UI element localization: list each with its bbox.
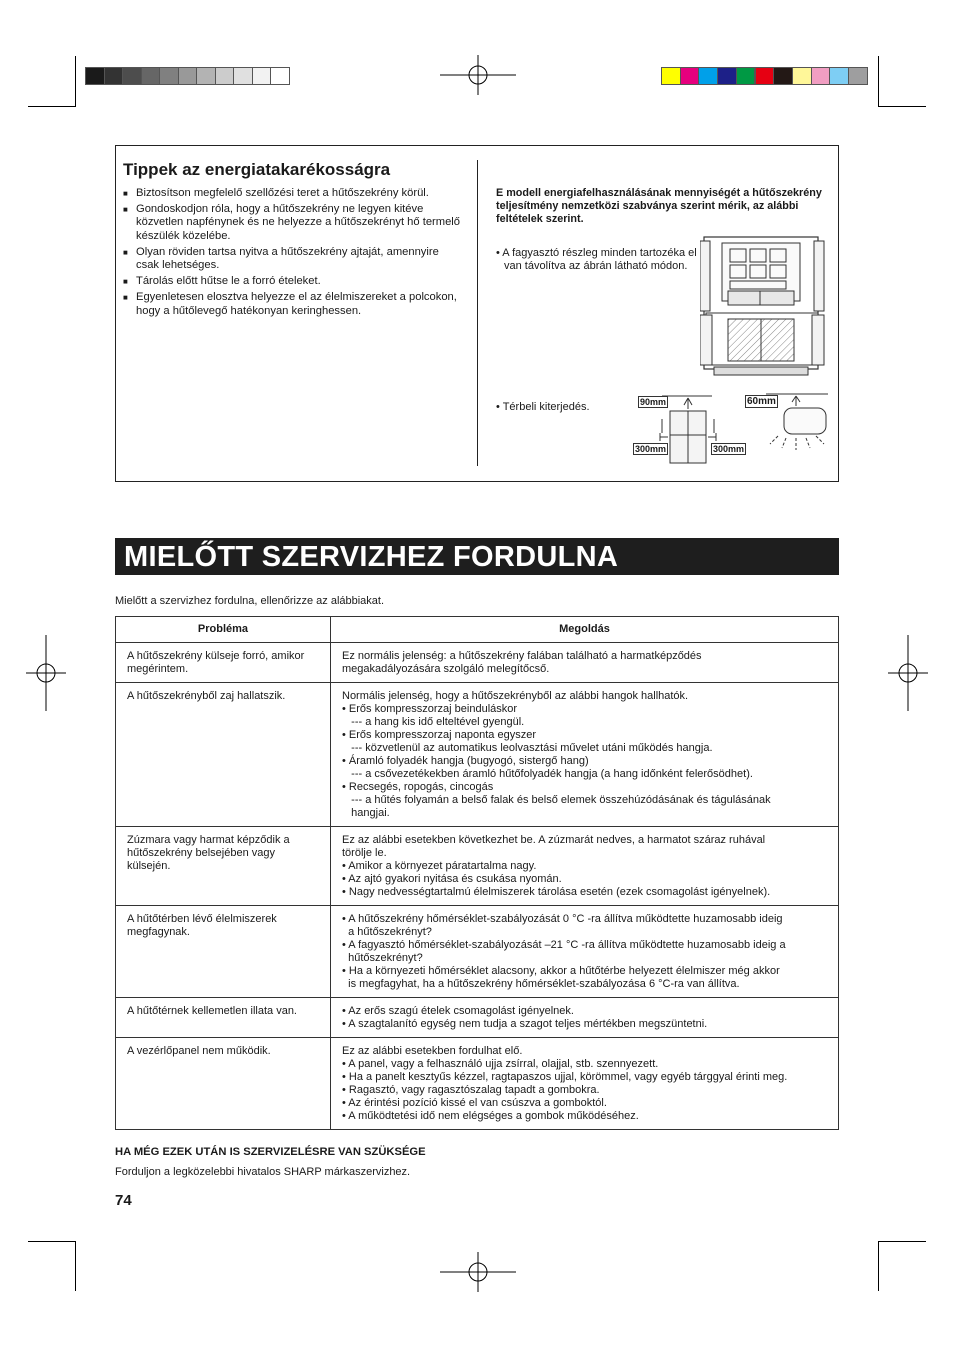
table-row	[116, 683, 839, 827]
solution-line: törölje le.	[342, 847, 387, 859]
solution-line: • Áramló folyadék hangja (bugyogó, sistergő hang)	[342, 755, 589, 767]
solution-line: • Amikor a környezet páratartalma nagy.	[342, 860, 537, 872]
calibration-swatch	[122, 67, 142, 85]
problem-cell: A hűtőszekrény külseje forró, amikor megérintem.	[116, 643, 331, 683]
solution-line: a hűtőszekrényt?	[342, 926, 432, 938]
solution-cell	[331, 643, 839, 683]
solution-cell	[331, 1038, 839, 1130]
solution-line: • Erős kompresszorzaj beinduláskor	[342, 703, 518, 715]
calibration-swatch	[215, 67, 235, 85]
solution-cell	[331, 827, 839, 906]
dim-60-label: 60mm	[747, 396, 776, 407]
problem-cell: A hűtőtérben lévő élelmiszerek megfagynak.	[116, 906, 331, 998]
solution-line: • Az ajtó gyakori nyitása és csukása nyomán.	[342, 873, 562, 885]
problem-cell: A hűtőszekrényből zaj hallatszik.	[116, 683, 331, 827]
fridge-open-illustration	[700, 235, 826, 377]
solution-line: is megfagyhat, ha a hűtőszekrény hőmérséklet-szabályozása 6 °C-ra van állítva.	[342, 978, 740, 990]
calibration-swatch	[104, 67, 124, 85]
registration-mark-left	[26, 635, 66, 711]
registration-mark-right	[888, 635, 928, 711]
calibration-swatch	[141, 67, 161, 85]
calibration-swatch	[829, 67, 849, 85]
calibration-swatch	[196, 67, 216, 85]
solution-line: Ez normális jelenség: a hűtőszekrény falában található a harmatképződés	[342, 650, 702, 662]
troubleshooting-table	[115, 616, 839, 1130]
calibration-swatch	[736, 67, 756, 85]
solution-line: --- a hang kis idő elteltével gyengül.	[342, 716, 525, 728]
calibration-swatch	[698, 67, 718, 85]
solution-line: • Nagy nedvességtartalmú élelmiszerek tárolása esetén (ezek csomagolást igényelnek).	[342, 886, 771, 898]
dim-90-label: 90mm	[640, 397, 667, 407]
column-header-problem: Probléma	[116, 617, 331, 643]
tip-item: ■ Tárolás előtt hűtse le a forró ételeket.	[123, 275, 463, 288]
calibration-swatch	[717, 67, 737, 85]
service-text: Forduljon a legközelebbi hivatalos SHARP márkaszervizhez.	[115, 1166, 411, 1178]
problem-cell: A hűtőtérnek kellemetlen illata van.	[116, 998, 331, 1038]
calibration-swatch	[773, 67, 793, 85]
table-row	[116, 1038, 839, 1130]
tips-title: Tippek az energiatakarékosságra	[123, 160, 391, 179]
calibration-swatch	[792, 67, 812, 85]
registration-mark-bottom	[440, 1252, 516, 1292]
solution-line: • Az érintési pozíció kissé el van csúszva a gomboktól.	[342, 1097, 607, 1109]
solution-line: • Ha a panelt kesztyűs kézzel, ragtapaszos ujjal, körömmel, vagy egyéb tárggyal érinti meg.	[342, 1071, 788, 1083]
solution-line: • A panel, vagy a felhasználó ujja zsírral, olajjal, stb. szennyezett.	[342, 1058, 659, 1070]
problem-cell: Zúzmara vagy harmat képződik a hűtőszekrény belsejében vagy külsején.	[116, 827, 331, 906]
solution-line: • Az erős szagú ételek csomagolást igényelnek.	[342, 1005, 574, 1017]
problem-cell: A vezérlőpanel nem működik.	[116, 1038, 331, 1130]
solution-line: • Recsegés, ropogás, cincogás	[342, 781, 494, 793]
tips-list	[123, 187, 463, 321]
solution-line: Ez az alábbi esetekben következhet be. A zúzmarát nedves, a harmatot száraz ruhával	[342, 834, 766, 846]
solution-line: • Ha a környezeti hőmérséklet alacsony, akkor a hűtőtérbe helyezett élelmiszer még akkor	[342, 965, 780, 977]
solution-line: hangjai.	[342, 807, 390, 819]
calibration-swatch	[233, 67, 253, 85]
tips-divider	[477, 160, 478, 466]
solution-line: • Erős kompresszorzaj naponta egyszer	[342, 729, 536, 741]
solution-line: --- a csővezetékekben áramló hűtőfolyadék hangja (a hang időnként felerősödhet).	[342, 768, 753, 780]
tip-item: ■ Olyan röviden tartsa nyitva a hűtőszekrény ajtaját, amennyire csak lehetséges.	[123, 246, 463, 272]
tip-item: ■ Egyenletesen elosztva helyezze el az élelmiszereket a polcokon, hogy a hűtőlevegő hatékonyan keringhessen.	[123, 291, 463, 317]
solution-line: • A fagyasztó hőmérséklet-szabályozását –21 °C -ra állítva működtette huzamosabb ideig a	[342, 939, 786, 951]
section-title: MIELŐTT SZERVIZHEZ FORDULNA	[115, 538, 839, 575]
table-header-row	[116, 617, 839, 643]
registration-mark-top	[440, 55, 516, 95]
table-row	[116, 827, 839, 906]
solution-line: • A működtetési idő nem elégséges a gombok működéséhez.	[342, 1110, 639, 1122]
solution-line: megakadályozására szolgáló melegítőcső.	[342, 663, 550, 675]
calibration-swatch	[270, 67, 290, 85]
page-number: 74	[115, 1192, 132, 1209]
solution-line: Normális jelenség, hogy a hűtőszekrényből az alábbi hangok hallhatók.	[342, 690, 689, 702]
table-row	[116, 906, 839, 998]
freezer-note: • A fagyasztó részleg minden tartozéka el van távolítva az ábrán látható módon.	[496, 247, 697, 272]
solution-line: Ez az alábbi esetekben fordulhat elő.	[342, 1045, 523, 1057]
tip-item: ■ Gondoskodjon róla, hogy a hűtőszekrény ne legyen kitéve közvetlen napfénynek és ne helyezze a hűtőszekrényt hő termelő készülék közelébe.	[123, 203, 463, 243]
solution-line: --- a hűtés folyamán a belső falak és belső elemek összehúzódásának és tágulásának	[342, 794, 771, 806]
calibration-swatch	[159, 67, 179, 85]
calibration-swatch	[661, 67, 681, 85]
calibration-swatch	[755, 67, 775, 85]
dim-300-left-label: 300mm	[635, 444, 667, 454]
calibration-swatch	[178, 67, 198, 85]
solution-line: • A hűtőszekrény hőmérséklet-szabályozását 0 °C -ra állítva működtette huzamosabb ideig	[342, 913, 783, 925]
solution-line: --- közvetlenül az automatikus leolvasztási művelet utáni működés hangja.	[342, 742, 713, 754]
table-row	[116, 998, 839, 1038]
column-header-solution: Megoldás	[331, 617, 839, 643]
calibration-swatch	[680, 67, 700, 85]
service-heading: HA MÉG EZEK UTÁN IS SZERVIZELÉSRE VAN SZÜKSÉGE	[115, 1146, 426, 1158]
dim-300-right-label: 300mm	[713, 444, 745, 454]
solution-cell	[331, 683, 839, 827]
calibration-swatch	[848, 67, 868, 85]
tip-item: ■ Biztosítson megfelelő szellőzési teret a hűtőszekrény körül.	[123, 187, 463, 200]
solution-line: • A szagtalanító egység nem tudja a szagot teljes mértékben megszüntetni.	[342, 1018, 708, 1030]
solution-cell	[331, 998, 839, 1038]
solution-line: hűtőszekrényt?	[342, 952, 423, 964]
table-row	[116, 643, 839, 683]
standard-text: E modell energiafelhasználásának mennyiségét a hűtőszekrény teljesítmény nemzetközi szabványa szerint mérik, az alábbi feltételek szerint.	[496, 187, 822, 225]
calibration-swatch	[85, 67, 105, 85]
intro-text: Mielőtt a szervizhez fordulna, ellenőrizze az alábbiakat.	[115, 595, 385, 607]
space-note: • Térbeli kiterjedés.	[496, 401, 590, 413]
calibration-swatch	[252, 67, 272, 85]
calibration-swatch	[811, 67, 831, 85]
solution-line: • Ragasztó, vagy ragasztószalag tapadt a gombokra.	[342, 1084, 600, 1096]
solution-cell	[331, 906, 839, 998]
